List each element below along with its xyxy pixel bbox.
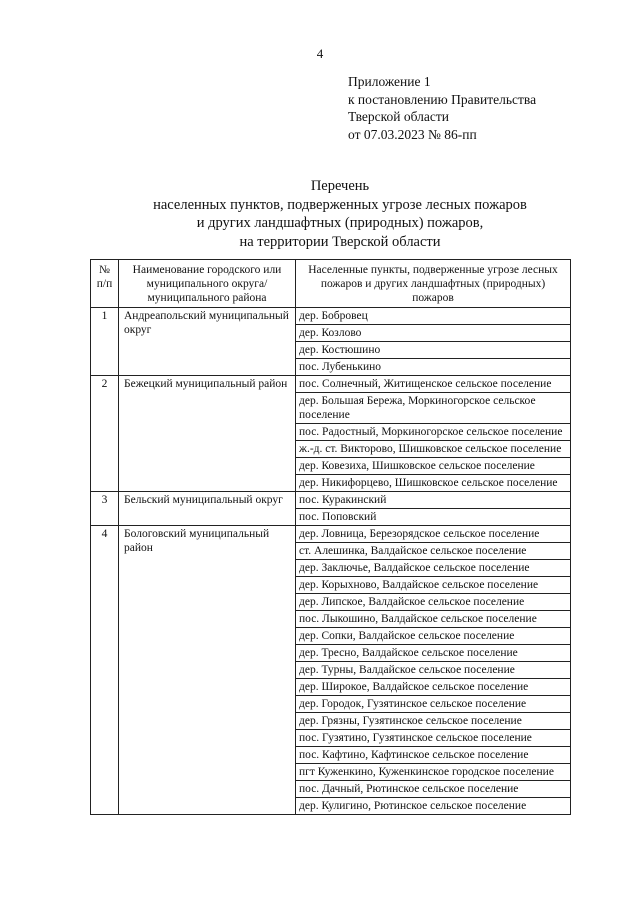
district-name: Бологовский муниципальный район: [119, 526, 296, 815]
appendix-line: Приложение 1: [348, 74, 431, 89]
settlement-cell: пос. Гузятино, Гузятинское сельское поселение: [296, 730, 571, 747]
settlement-cell: дер. Большая Бережа, Моркиногорское сельское поселение: [296, 393, 571, 424]
header-district: Наименование городского или муниципального округа/муниципального района: [119, 260, 296, 308]
settlement-cell: пос. Лубенькино: [296, 359, 571, 376]
header-num: № п/п: [91, 260, 119, 308]
settlement-cell: дер. Заключье, Валдайское сельское поселение: [296, 560, 571, 577]
table-row: [91, 376, 571, 393]
settlements-table: [90, 259, 571, 815]
settlement-cell: пос. Поповский: [296, 509, 571, 526]
settlement-cell: дер. Грязны, Гузятинское сельское поселение: [296, 713, 571, 730]
settlement-cell: дер. Костюшино: [296, 342, 571, 359]
settlement-cell: пос. Кафтино, Кафтинское сельское поселение: [296, 747, 571, 764]
settlement-cell: пос. Радостный, Моркиногорское сельское поселение: [296, 424, 571, 441]
title-line: Перечень: [310, 178, 370, 194]
settlement-cell: дер. Корыхново, Валдайское сельское поселение: [296, 577, 571, 594]
settlement-cell: дер. Широкое, Валдайское сельское поселение: [296, 679, 571, 696]
row-number: 3: [91, 492, 119, 526]
row-number: 2: [91, 376, 119, 492]
title-line: и других ландшафтных (природных) пожаров,: [196, 215, 484, 231]
settlement-cell: дер. Никифорцево, Шишковское сельское поселение: [296, 475, 571, 492]
appendix-line: от 07.03.2023 № 86-пп: [348, 126, 477, 142]
settlement-cell: пос. Куракинский: [296, 492, 571, 509]
settlement-cell: дер. Ковезиха, Шишковское сельское поселение: [296, 458, 571, 475]
settlement-cell: дер. Бобровец: [296, 308, 571, 325]
appendix-block: [348, 73, 536, 143]
appendix-line: к постановлению Правительства: [348, 91, 537, 107]
settlement-cell: ст. Алешинка, Валдайское сельское поселение: [296, 543, 571, 560]
settlement-cell: дер. Турны, Валдайское сельское поселение: [296, 662, 571, 679]
header-settlements: Населенные пункты, подверженные угрозе лесных пожаров и других ландшафтных (природных) пожаров: [296, 260, 571, 308]
row-number: 1: [91, 308, 119, 376]
settlement-cell: пос. Дачный, Рютинское сельское поселение: [296, 781, 571, 798]
settlement-cell: дер. Сопки, Валдайское сельское поселение: [296, 628, 571, 645]
settlement-cell: дер. Городок, Гузятинское сельское поселение: [296, 696, 571, 713]
settlement-cell: пос. Лыкошино, Валдайское сельское поселение: [296, 611, 571, 628]
row-number: 4: [91, 526, 119, 815]
settlement-cell: дер. Кулигино, Рютинское сельское поселение: [296, 798, 571, 815]
settlement-cell: дер. Ловница, Березорядское сельское поселение: [296, 526, 571, 543]
table-row: [91, 526, 571, 543]
settlement-cell: пгт Куженкино, Куженкинское городское поселение: [296, 764, 571, 781]
title-line: населенных пунктов, подверженных угрозе лесных пожаров: [153, 196, 527, 213]
district-name: Бельский муниципальный округ: [119, 492, 296, 526]
district-name: Бежецкий муниципальный район: [119, 376, 296, 492]
table-body: [91, 308, 571, 815]
table-row: [91, 492, 571, 509]
district-name: Андреапольский муниципальный округ: [119, 308, 296, 376]
settlement-cell: дер. Тресно, Валдайское сельское поселение: [296, 645, 571, 662]
page-number: 4: [316, 46, 324, 61]
document-title: [60, 177, 620, 251]
table-header-row: [91, 260, 571, 308]
title-line: на территории Тверской области: [239, 233, 441, 250]
settlement-cell: дер. Козлово: [296, 325, 571, 342]
table-row: [91, 308, 571, 325]
settlement-cell: дер. Липское, Валдайское сельское поселение: [296, 594, 571, 611]
settlement-cell: ж.-д. ст. Викторово, Шишковское сельское поселение: [296, 441, 571, 458]
appendix-line: Тверской области: [348, 109, 449, 124]
settlement-cell: пос. Солнечный, Житищенское сельское поселение: [296, 376, 571, 393]
